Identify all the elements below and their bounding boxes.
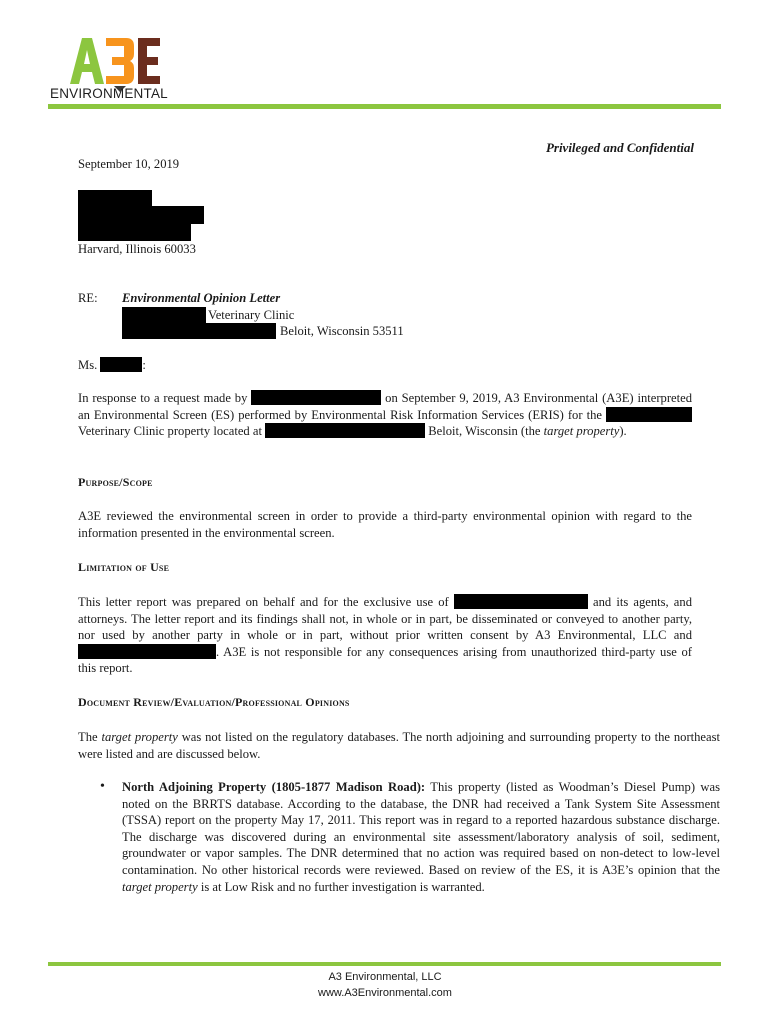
footer-rule bbox=[48, 962, 721, 966]
limitation-heading: Limitation of Use bbox=[78, 560, 170, 574]
purpose-heading: Purpose/Scope bbox=[78, 475, 153, 489]
a3e-logo-mark bbox=[48, 34, 168, 94]
redacted-requester bbox=[251, 390, 381, 405]
intro-text-1: In response to a request made by bbox=[78, 391, 248, 405]
redacted-address bbox=[265, 423, 425, 438]
header-rule bbox=[48, 104, 721, 109]
redacted-clinic bbox=[606, 407, 692, 422]
limitation-text-a: This letter report was prepared on behalf and for the exclusive use of bbox=[78, 595, 449, 609]
confidential-label: Privileged and Confidential bbox=[545, 140, 694, 155]
redacted-company bbox=[78, 206, 204, 224]
review-paragraph bbox=[78, 729, 720, 762]
redacted-street bbox=[78, 223, 191, 241]
intro-paragraph bbox=[78, 390, 692, 440]
review-text-b: was not listed on the regulatory databases. The north adjoining and surrounding property to the northeast were listed and are discussed below. bbox=[78, 730, 721, 761]
bullet-paragraph bbox=[122, 779, 720, 895]
intro-end: ). bbox=[619, 424, 627, 439]
redacted-clinic-name bbox=[122, 307, 206, 323]
salutation-prefix: Ms. bbox=[78, 358, 98, 372]
re-title: Environmental Opinion Letter bbox=[122, 291, 281, 305]
bullet-text-b: is at Low Risk and no further investigation is warranted. bbox=[200, 879, 485, 894]
footer-company: A3 Environmental, LLC bbox=[328, 971, 442, 983]
re-line-3: Beloit, Wisconsin 53511 bbox=[280, 324, 404, 338]
re-label: RE: bbox=[78, 291, 98, 305]
limitation-paragraph bbox=[78, 594, 692, 677]
intro-italic: target property bbox=[543, 424, 620, 439]
letter-date: September 10, 2019 bbox=[78, 157, 180, 171]
logo-subtitle: ENVIRONMENTAL bbox=[50, 86, 168, 101]
limitation-text-c: . A3E is not responsible for any consequences arising from unauthorized third-party use of this report. bbox=[78, 644, 692, 676]
salutation bbox=[78, 357, 146, 374]
address-city: Harvard, Illinois 60033 bbox=[78, 242, 196, 256]
bullet-text-a: This property (listed as Woodman’s Diesel Pump) was noted on the BRRTS database. According to the database, the DNR had received a Tank System Site Assessment (TSSA) report on the property May 17, 2011. This report was in regard to a reported hazardous substance discharge. The discharge was discovered during an environmental site assessment/laboratory analysis of soil, sediment, groundwater or vapor samples. The DNR determined that no action was required based on non-detect to low-level contamination. No other historical records were reviewed. Based on review of the ES, it is A3E’s opinion that the bbox=[122, 780, 720, 877]
purpose-paragraph: A3E reviewed the environmental screen in order to provide a third-party environmental opinion with regard to the information presented in the environmental screen. bbox=[78, 509, 692, 540]
salutation-suffix: : bbox=[142, 358, 146, 372]
redacted-salutation-name bbox=[100, 357, 142, 372]
intro-text-3: Veterinary Clinic property located at bbox=[78, 424, 262, 439]
review-heading: Document Review/Evaluation/Professional Opinions bbox=[78, 695, 350, 709]
intro-text-2: on September 9, 2019, A3 Environmental (A3E) interpreted an Environmental Screen (ES) performed by Environmental Risk Information Services (ERIS) for the bbox=[78, 391, 692, 422]
review-text-a: The bbox=[78, 730, 98, 744]
redacted-client-2 bbox=[78, 644, 216, 659]
redacted-client bbox=[454, 594, 588, 609]
intro-text-4: Beloit, Wisconsin (the bbox=[428, 424, 541, 439]
review-italic: target property bbox=[101, 730, 178, 744]
bullet-marker: • bbox=[100, 779, 105, 794]
bullet-italic: target property bbox=[122, 879, 198, 894]
redacted-clinic-address bbox=[122, 323, 276, 339]
limitation-text-b: and its agents, and attorneys. The letter report and its findings shall not, in whole or in part, be disseminated or conveyed to another party, nor used by another party in whole or in part, without prior written consent by A3 Environmental, LLC and bbox=[78, 595, 692, 643]
bullet-title: North Adjoining Property (1805-1877 Madison Road): bbox=[122, 780, 426, 794]
footer-website: www.A3Environmental.com bbox=[318, 987, 452, 999]
re-line-2: Veterinary Clinic bbox=[208, 308, 295, 322]
